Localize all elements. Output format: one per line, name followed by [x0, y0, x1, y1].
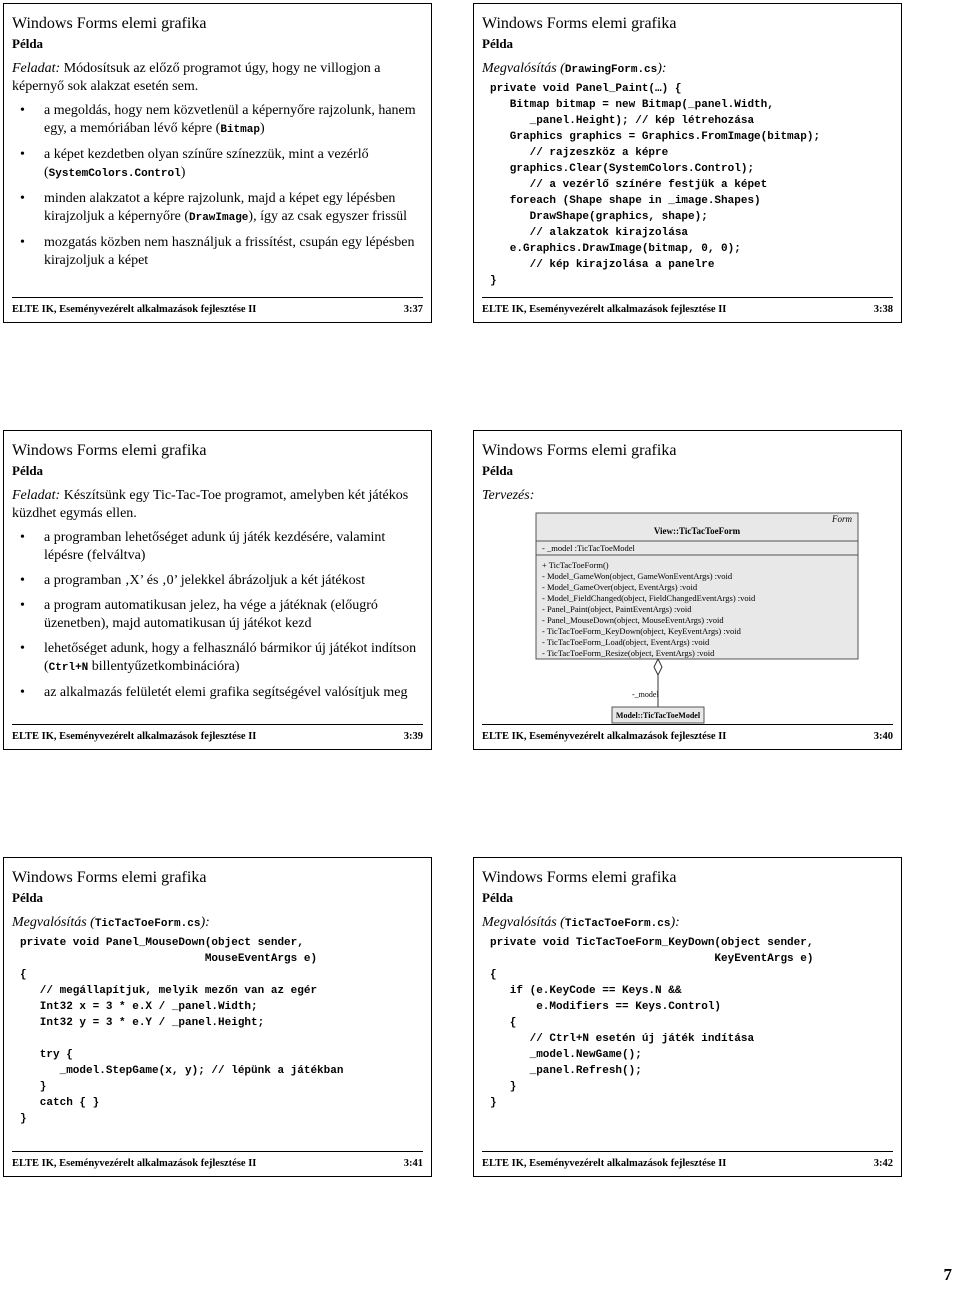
class-method: - TicTacToeForm_KeyDown(object, KeyEventArgs) :void: [542, 626, 741, 636]
impl-label: Megvalósítás (: [482, 61, 565, 76]
slide-subtitle: Példa: [12, 36, 44, 51]
task-text: Módosítsuk az előző programot úgy, hogy ne villogjon a képernyő sok alakzat esetén sem.: [12, 61, 381, 94]
footer-course: ELTE IK, Eseményvezérelt alkalmazások fejlesztése II: [12, 304, 257, 315]
impl-end: ):: [670, 915, 680, 930]
slide-footer: [482, 1151, 893, 1169]
task-label: Feladat:: [12, 488, 61, 503]
bullet-item: [44, 597, 421, 633]
slide-3-41: [3, 857, 432, 1177]
inline-code: Ctrl+N: [48, 662, 89, 674]
association-label: -_model: [632, 690, 659, 699]
class-attribute: - _model :TicTacToeModel: [542, 543, 635, 553]
class-method: + TicTacToeForm(): [542, 560, 609, 570]
footer-course: ELTE IK, Eseményvezérelt alkalmazások fejlesztése II: [482, 731, 727, 742]
inline-code: SystemColors.Control: [48, 168, 181, 180]
page-number: 7: [943, 1265, 952, 1284]
bullet-item: [44, 572, 421, 590]
model-class-name: Model::TicTacToeModel: [615, 711, 701, 720]
slide-title: Windows Forms elemi grafika: [482, 869, 677, 886]
slide-3-40: [473, 430, 902, 750]
impl-label: Megvalósítás (: [12, 915, 95, 930]
slide-3-37: [3, 3, 432, 323]
footer-slide-number: 3:38: [873, 304, 893, 315]
slide-title: Windows Forms elemi grafika: [12, 442, 207, 459]
stereotype-label: Form: [832, 514, 852, 524]
task-text: Készítsünk egy Tic-Tac-Toe programot, amelyben két játékos küzdhet egymás ellen.: [12, 488, 409, 521]
code-block: private void Panel_MouseDown(object sender, MouseEventArgs e) { // megállapítjuk, melyik mezőn van az egér Int32 x = 3 * e.X / _panel.Width; Int32 y = 3 * e.Y / _panel.Height; try { _model.StepGame(x, y); // lépünk a játékban } catch { } }: [20, 937, 344, 1125]
task-description: [12, 60, 421, 96]
implementation-heading: [12, 914, 421, 933]
code-block: private void Panel_Paint(…) { Bitmap bitmap = new Bitmap(_panel.Width, _panel.Height); // kép létrehozása Graphics graphics = Graphics.FromImage(bitmap); // rajzeszköz a képre graphics.Clear(SystemColors.Control); // a vezérlő színére festjük a képet foreach (Shape shape in _image.Shapes) DrawShape(graphics, shape); // alakzatok kirajzolása e.Graphics.DrawImage(bitmap, 0, 0); // kép kirajzolása a panelre }: [490, 83, 821, 287]
bullet-text: minden alakzatot a képre rajzolunk, majd a képet egy lépésben kirajzoljuk a képernyőre (: [44, 191, 396, 224]
class-method: - Panel_Paint(object, PaintEventArgs) :void: [542, 604, 692, 614]
bullet-list: [12, 102, 421, 270]
class-name: View::TicTacToeForm: [653, 526, 741, 536]
slide-footer: [482, 297, 893, 315]
footer-slide-number: 3:39: [403, 731, 423, 742]
slide-subtitle: Példa: [482, 890, 514, 905]
footer-course: ELTE IK, Eseményvezérelt alkalmazások fejlesztése II: [12, 1158, 257, 1169]
design-label: Tervezés:: [482, 488, 535, 503]
footer-slide-number: 3:40: [873, 731, 893, 742]
class-method: - Model_GameWon(object, GameWonEventArgs) :void: [542, 571, 733, 581]
impl-end: ):: [200, 915, 210, 930]
slide-content: [482, 60, 891, 289]
bullet-text: a megoldás, hogy nem közvetlenül a képernyőre rajzolunk, hanem egy, a memóriában lévő képre (: [44, 103, 416, 136]
bullet-item: [44, 640, 421, 677]
bullet-text: ), így az csak egyszer frissül: [248, 209, 408, 224]
footer-course: ELTE IK, Eseményvezérelt alkalmazások fejlesztése II: [482, 304, 727, 315]
uml-svg: [534, 511, 874, 741]
slide-content: [12, 60, 421, 277]
slide-3-38: [473, 3, 902, 323]
slide-title: Windows Forms elemi grafika: [482, 15, 677, 32]
slide-3-42: [473, 857, 902, 1177]
bullet-text: ): [180, 165, 186, 180]
slide-content: [12, 914, 421, 1127]
inline-code: Bitmap: [220, 124, 260, 136]
code-block: private void TicTacToeForm_KeyDown(object sender, KeyEventArgs e) { if (e.KeyCode == Keys.N && e.Modifiers == Keys.Control) { // Ctrl+N esetén új játék indítása _model.NewGame(); _panel.Refresh(); } }: [490, 937, 814, 1109]
inline-code: DrawImage: [189, 212, 249, 224]
impl-file: TicTacToeForm.cs: [94, 918, 201, 930]
bullet-text: lehetőséget adunk, hogy a felhasználó bármikor új játékot indítson (: [44, 641, 417, 674]
footer-slide-number: 3:37: [403, 304, 423, 315]
slide-subtitle: Példa: [482, 36, 514, 51]
task-description: [12, 487, 421, 523]
aggregation-diamond: [654, 659, 662, 675]
bullet-text: a programban ‚X’ és ‚0’ jelekkel ábrázoljuk a két játékost: [44, 573, 365, 588]
bullet-text: ): [259, 121, 265, 136]
slide-title: Windows Forms elemi grafika: [12, 15, 207, 32]
impl-label: Megvalósítás (: [482, 915, 565, 930]
footer-slide-number: 3:42: [873, 1158, 893, 1169]
footer-slide-number: 3:41: [403, 1158, 423, 1169]
bullet-text: a képet kezdetben olyan színűre színezzük, mint a vezérlő (: [44, 147, 369, 180]
slide-footer: [12, 1151, 423, 1169]
bullet-text: a programban lehetőséget adunk új játék kezdésére, valamint lépésre (felváltva): [44, 530, 386, 563]
bullet-list: [12, 529, 421, 702]
footer-course: ELTE IK, Eseményvezérelt alkalmazások fejlesztése II: [12, 731, 257, 742]
impl-file: DrawingForm.cs: [564, 64, 658, 76]
bullet-item: [44, 190, 421, 227]
bullet-item: [44, 146, 421, 183]
impl-file: TicTacToeForm.cs: [564, 918, 671, 930]
class-method: - Model_FieldChanged(object, FieldChangedEventArgs) :void: [542, 593, 756, 603]
class-method: - TicTacToeForm_Load(object, EventArgs) :void: [542, 637, 710, 647]
slide-subtitle: Példa: [12, 890, 44, 905]
slide-3-39: [3, 430, 432, 750]
slide-footer: [12, 724, 423, 742]
bullet-item: [44, 234, 421, 270]
slide-footer: [482, 724, 893, 742]
slide-title: Windows Forms elemi grafika: [482, 442, 677, 459]
slide-content: [12, 487, 421, 709]
slide-title: Windows Forms elemi grafika: [12, 869, 207, 886]
bullet-item: [44, 102, 421, 139]
bullet-item: [44, 529, 421, 565]
bullet-text: a program automatikusan jelez, ha vége a játéknak (előugró üzenetben), majd automatikusan új játékot kezd: [44, 598, 378, 631]
slide-content: [482, 487, 891, 505]
bullet-item: [44, 684, 421, 702]
footer-course: ELTE IK, Eseményvezérelt alkalmazások fejlesztése II: [482, 1158, 727, 1169]
uml-class-diagram: [534, 511, 874, 741]
task-label: Feladat:: [12, 61, 61, 76]
slide-footer: [12, 297, 423, 315]
slide-subtitle: Példa: [482, 463, 514, 478]
implementation-heading: [482, 914, 891, 933]
impl-end: ):: [657, 61, 667, 76]
class-method: - Model_GameOver(object, EventArgs) :void: [542, 582, 698, 592]
bullet-text: az alkalmazás felületét elemi grafika segítségével valósítjuk meg: [44, 685, 408, 700]
bullet-text: mozgatás közben nem használjuk a frissítést, csupán egy lépésben kirajzoljuk a képet: [44, 235, 415, 268]
implementation-heading: [482, 60, 891, 79]
slide-content: [482, 914, 891, 1111]
class-method: - Panel_MouseDown(object, MouseEventArgs) :void: [542, 615, 724, 625]
bullet-text: billentyűzetkombinációra): [88, 659, 240, 674]
class-method: - TicTacToeForm_Resize(object, EventArgs) :void: [542, 648, 715, 658]
slide-subtitle: Példa: [12, 463, 44, 478]
